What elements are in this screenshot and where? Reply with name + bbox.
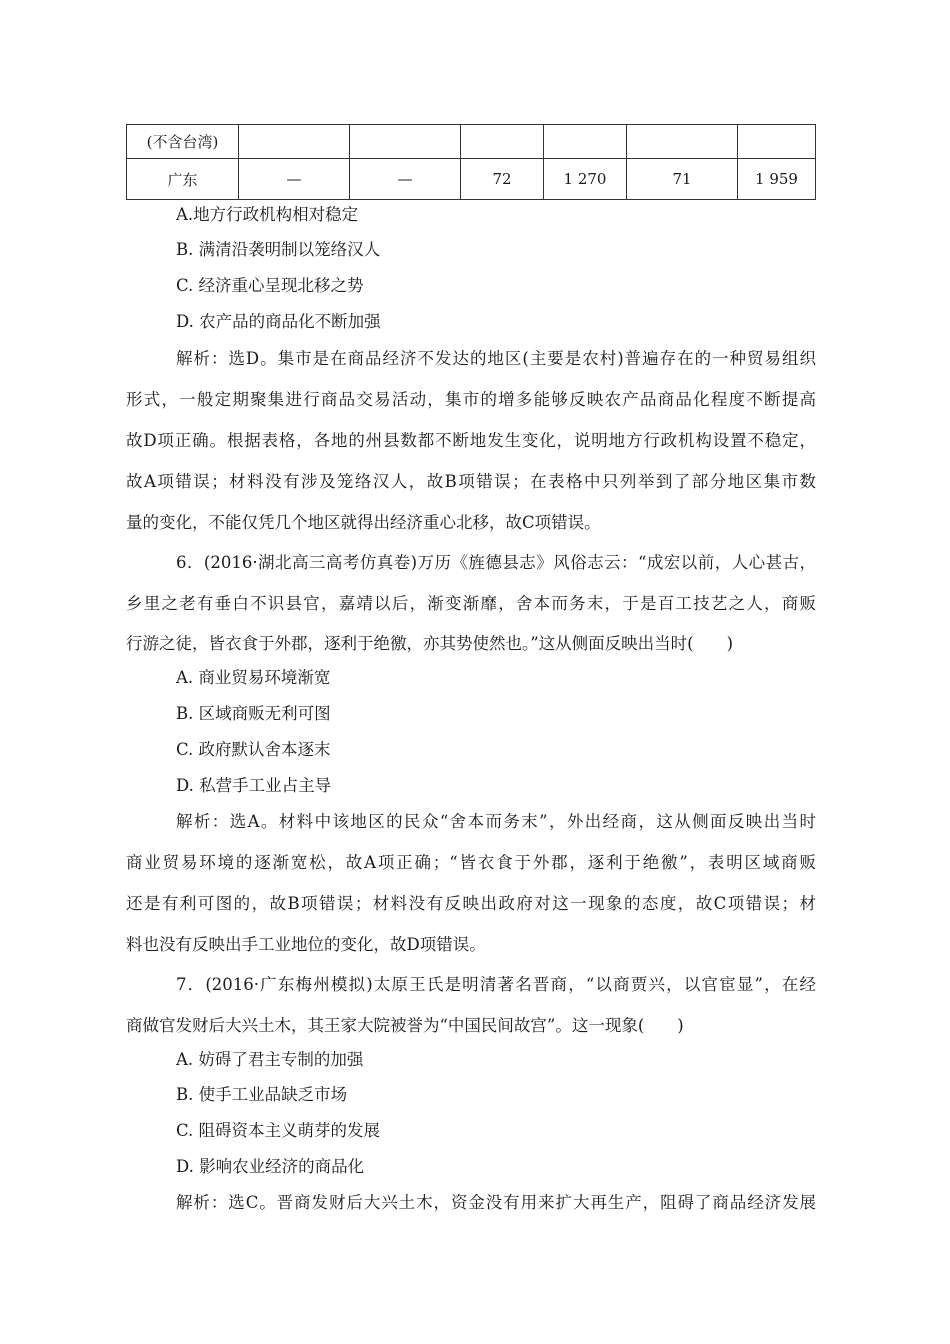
- q7-option-c: C. 阻碍资本主义萌芽的发展: [176, 1121, 381, 1140]
- market-count-table: [126, 124, 816, 200]
- q6-analysis-line: 还是有利可图的，故B项错误；材料没有反映出政府对这一现象的态度，故C项错误；材: [126, 894, 816, 913]
- q7-stem-line: 商做官发财后大兴土木，其王家大院被誉为“中国民间故宫”。这一现象( ): [126, 1016, 684, 1035]
- q5-analysis-line: 故A项错误；材料没有涉及笼络汉人，故B项错误；在表格中只列举到了部分地区集市数: [126, 472, 816, 491]
- table-row: [127, 159, 816, 200]
- q5-option-b: B. 满清沿袭明制以笼络汉人: [176, 240, 381, 259]
- q7-option-d: D. 影响农业经济的商品化: [176, 1157, 365, 1176]
- q5-analysis-line: 形式，一般定期聚集进行商品交易活动，集市的增多能够反映农产品商品化程度不断提高: [126, 390, 816, 409]
- q5-option-a: A.地方行政机构相对稳定: [176, 205, 359, 224]
- table-cell: 71: [627, 159, 738, 200]
- q7-option-a: A. 妨碍了君主专制的加强: [176, 1050, 364, 1069]
- q5-analysis-line: 解析：选D。集市是在商品经济不发达的地区(主要是农村)普遍存在的一种贸易组织: [176, 349, 816, 368]
- table-cell: —: [350, 159, 461, 200]
- q7-analysis-line: 解析：选C。晋商发财后大兴土木，资金没有用来扩大再生产，阻碍了商品经济发展: [176, 1193, 816, 1212]
- table-cell: [350, 125, 461, 159]
- q6-stem-line: 乡里之老有垂白不识县官，嘉靖以后，渐变渐靡，舍本而务末，于是百工技艺之人，商贩: [126, 594, 816, 613]
- table-cell: —: [239, 159, 350, 200]
- q5-option-c: C. 经济重心呈现北移之势: [176, 276, 364, 295]
- q7-option-b: B. 使手工业品缺乏市场: [176, 1085, 348, 1104]
- q6-option-b: B. 区域商贩无利可图: [176, 704, 331, 723]
- q6-option-d: D. 私营手工业占主导: [176, 776, 332, 795]
- q5-analysis-line: 量的变化，不能仅凭几个地区就得出经济重心北移，故C项错误。: [126, 513, 601, 532]
- table-cell: 1 959: [738, 159, 816, 200]
- table-cell: [461, 125, 544, 159]
- table-cell: [627, 125, 738, 159]
- q6-stem-line: 6．(2016·湖北高三高考仿真卷)万历《旌德县志》风俗志云：“成宏以前，人心甚古，: [176, 553, 816, 572]
- table-cell: [544, 125, 627, 159]
- q6-stem-line: 行游之徒，皆衣食于外郡，逐利于绝徼，亦其势使然也。”这从侧面反映出当时( ): [126, 634, 734, 653]
- q7-stem-line: 7．(2016·广东梅州模拟)太原王氏是明清著名晋商，“以商贾兴，以官宦显”，在经: [176, 975, 816, 994]
- table-cell: 1 270: [544, 159, 627, 200]
- q6-analysis-line: 料也没有反映出手工业地位的变化，故D项错误。: [126, 935, 486, 954]
- q6-analysis-line: 解析：选A。材料中该地区的民众“舍本而务末”，外出经商，这从侧面反映出当时: [176, 812, 816, 831]
- q6-analysis-line: 商业贸易环境的逐渐宽松，故A项正确；“皆衣食于外郡，逐利于绝徼”，表明区域商贩: [126, 853, 816, 872]
- q6-option-a: A. 商业贸易环境渐宽: [176, 668, 331, 687]
- table-cell: 72: [461, 159, 544, 200]
- table-cell: (不含台湾): [127, 125, 239, 159]
- table-cell: [239, 125, 350, 159]
- q5-analysis-line: 故D项正确。根据表格，各地的州县数都不断地发生变化，说明地方行政机构设置不稳定，: [126, 431, 816, 450]
- table-cell: [738, 125, 816, 159]
- table-cell: 广东: [127, 159, 239, 200]
- q5-option-d: D. 农产品的商品化不断加强: [176, 312, 381, 331]
- table-row: [127, 125, 816, 159]
- q6-option-c: C. 政府默认舍本逐末: [176, 740, 331, 759]
